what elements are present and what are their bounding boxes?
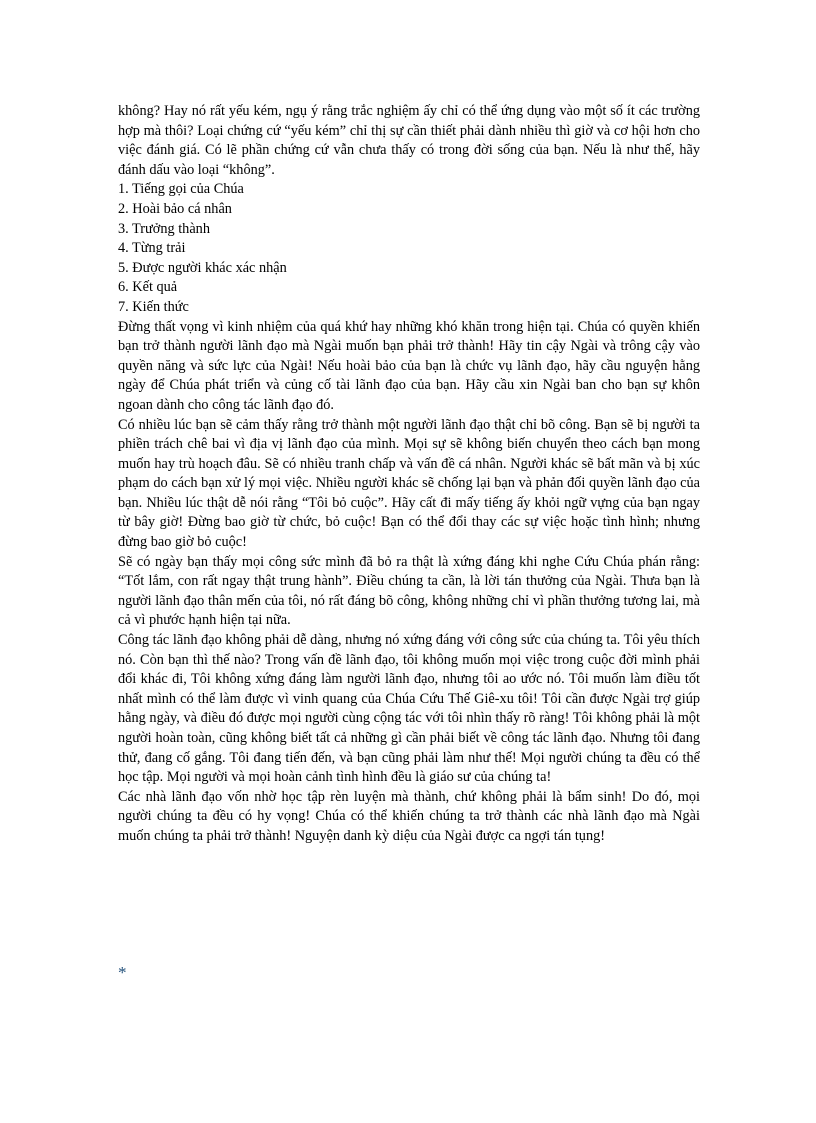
qualification-list (118, 180, 700, 317)
paragraph-reward: Sẽ có ngày bạn thấy mọi công sức mình đã bỏ ra thật là xứng đáng khi nghe Cứu Chúa phán rằng: “Tốt lắm, con rất ngay thật trung hành”. Điều chúng ta cần, là lời tán thưởng của Ngài. Thưa bạn là người lãnh đạo thân mến của tôi, nó rất đáng bõ công, không những chỉ vì phần thưởng tương lai, mà cả vì phước hạnh hiện tại nữa. (118, 553, 700, 629)
list-item: 1. Tiếng gọi của Chúa (118, 181, 244, 198)
list-item: 6. Kết quả (118, 279, 178, 296)
paragraph-encouragement: Đừng thất vọng vì kinh nhiệm của quá khứ hay những khó khăn trong hiện tại. Chúa có quyền khiến bạn trở thành người lãnh đạo mà Ngài muốn bạn phải trở thành! Hãy tin cậy Ngài và trông cậy vào quyền năng và sức lực của Ngài! Nếu hoài bảo của bạn là chức vụ lãnh đạo, hãy cầu nguyện hằng ngày để Chúa phát triển và củng cố tài lãnh đạo của bạn. Hãy cầu xin Ngài ban cho bạn sự khôn ngoan dành cho công tác lãnh đạo đó. (118, 318, 700, 413)
paragraph-difficulties: Có nhiều lúc bạn sẽ cảm thấy rằng trở thành một người lãnh đạo thật chỉ bõ công. Bạn sẽ bị người ta phiền trách chê bai vì địa vị lãnh đạo của mình. Mọi sự sẽ không biến chuyển theo cách bạn mong muốn hay trù hoạch đâu. Sẽ có nhiều tranh chấp và vấn đề cá nhân. Người khác sẽ bất mãn và bị xúc phạm do cách bạn xử lý mọi việc. Nhiều người khác sẽ chống lại bạn và phản đối quyền lãnh đạo của bạn. Nhiều lúc thật dễ nói rằng “Tôi bỏ cuộc”. Hãy cất đi mấy tiếng ấy khỏi ngữ vựng của bạn ngay từ bây giờ! Đừng bao giờ từ chức, bỏ cuộc! Bạn có thể đổi thay các sự việc hoặc tình hình; nhưng đừng bao giờ bỏ cuộc! (118, 416, 700, 551)
list-item: 5. Được người khác xác nhận (118, 259, 287, 276)
document-body (118, 102, 700, 847)
paragraph-conclusion: Các nhà lãnh đạo vốn nhờ học tập rèn luyện mà thành, chứ không phải là bẩm sinh! Do đó, mọi người chúng ta đều có hy vọng! Chúa có thể khiến chúng ta trở thành các nhà lãnh đạo mà Ngài muốn chúng ta phải trở thành! Nguyện danh kỳ diệu của Ngài được ca ngợi tán tụng! (118, 788, 700, 844)
paragraph-personal: Công tác lãnh đạo không phải dễ dàng, nhưng nó xứng đáng với công sức của chúng ta. Tôi yêu thích nó. Còn bạn thì thế nào? Trong vấn đề lãnh đạo, tôi không muốn mọi việc trong cuộc đời mình phải đổi khác đi, Tôi không xứng đáng làm người lãnh đạo, nhưng tôi ao ước nó. Tôi muốn làm điều tốt nhất mình có thể làm được vì vinh quang của Chúa Cứu Thế Giê-xu tôi! Tôi cần được Ngài trợ giúp hằng ngày, và điều đó được mọi người cùng cộng tác với tôi nhìn thấy rõ ràng! Tôi không phải là một người hoàn toàn, cũng không biết tất cả những gì cần phải biết về công tác lãnh đạo. Nhưng tôi đang thử, đang cố gắng. Tôi đang tiến đến, và bạn cũng phải làm như thế! Mọi người chúng ta đều có thể học tập. Mọi người và mọi hoàn cảnh tình hình đều là giáo sư của chúng ta! (118, 632, 700, 786)
list-item: 3. Trưởng thành (118, 220, 210, 237)
list-item: 4. Từng trải (118, 240, 186, 257)
list-item: 7. Kiến thức (118, 298, 189, 315)
footer-mark: * (118, 963, 127, 982)
intro-paragraph: không? Hay nó rất yếu kém, ngụ ý rằng trắc nghiệm ấy chỉ có thể ứng dụng vào một số ít các trường hợp mà thôi? Loại chứng cứ “yếu kém” chỉ thị sự cần thiết phải dành nhiều thì giờ và cơ hội hơn cho việc đánh giá. Có lẽ phần chứng cứ vẫn chưa thấy có trong đời sống của bạn. Nếu là như thế, hãy đánh dấu vào loại “không”. (118, 103, 700, 178)
list-item: 2. Hoài bảo cá nhân (118, 200, 232, 217)
